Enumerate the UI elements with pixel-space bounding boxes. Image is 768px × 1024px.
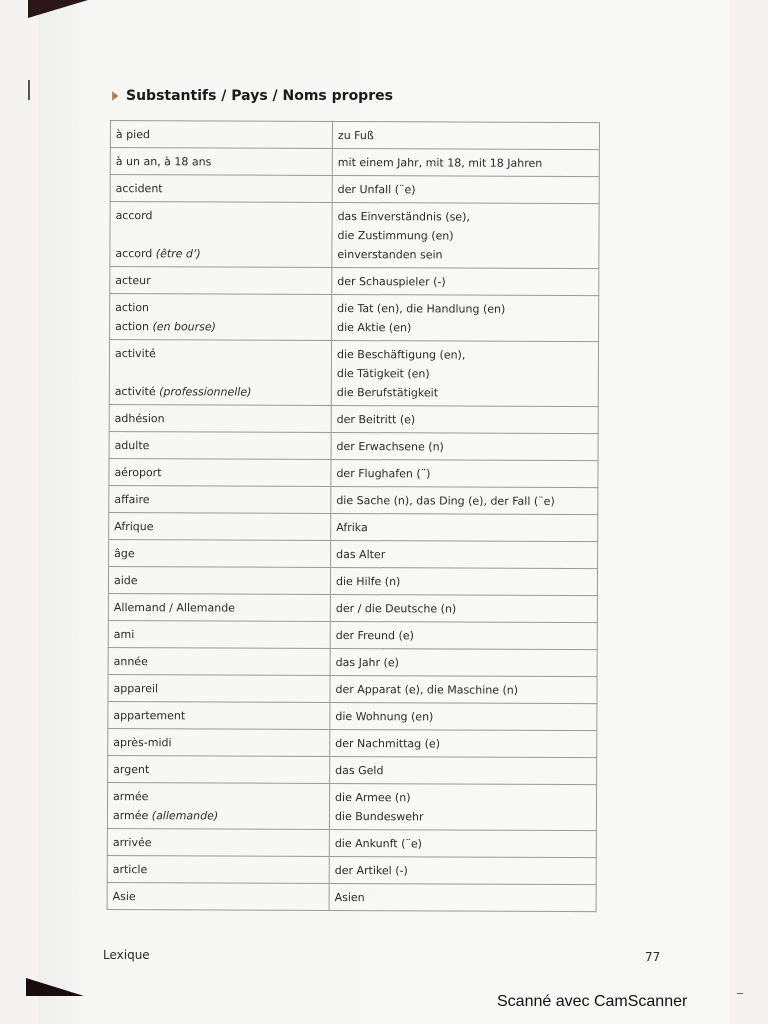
french-term: à un an, à 18 ans xyxy=(115,155,212,169)
french-cell xyxy=(108,728,330,756)
french-term: armée xyxy=(113,790,149,804)
french-term: article xyxy=(112,863,148,877)
section-title: Substantifs / Pays / Noms propres xyxy=(126,88,393,104)
german-term: der Beitritt (e) xyxy=(336,412,416,427)
german-cell xyxy=(332,202,599,268)
table-row xyxy=(107,855,596,884)
table-row xyxy=(108,647,597,676)
german-cell xyxy=(331,340,598,406)
german-term: Asien xyxy=(334,890,365,905)
german-term: der Artikel (-) xyxy=(334,863,408,878)
french-term: accident xyxy=(115,182,163,196)
french-cell xyxy=(107,855,329,883)
french-cell xyxy=(109,539,331,567)
french-term: Afrique xyxy=(114,520,154,534)
french-cell xyxy=(109,404,331,432)
french-cell xyxy=(110,121,332,149)
table-row xyxy=(107,828,596,857)
german-cell xyxy=(332,294,599,341)
french-cell xyxy=(108,566,330,594)
german-term: die Aktie (en) xyxy=(337,320,412,335)
table-row xyxy=(109,340,598,407)
french-cell xyxy=(109,512,331,540)
french-term: Asie xyxy=(112,890,136,904)
german-term: die Hilfe (n) xyxy=(335,574,401,589)
table-row xyxy=(108,674,597,703)
german-cell xyxy=(332,267,599,295)
german-term: die Tat (en), die Handlung (en) xyxy=(337,301,506,316)
german-term: die Sache (n), das Ding (e), der Fall (¨e) xyxy=(336,493,555,508)
german-term: einverstanden sein xyxy=(337,247,443,262)
table-row xyxy=(109,458,598,487)
german-term: die Wohnung (en) xyxy=(335,709,434,724)
french-term: à pied xyxy=(115,128,150,142)
german-cell xyxy=(330,648,597,676)
german-cell xyxy=(329,783,596,830)
table-row xyxy=(110,267,599,296)
german-term: das Geld xyxy=(335,763,384,778)
table-row xyxy=(108,593,597,622)
german-term: das Einverständnis (se), xyxy=(337,209,470,224)
french-cell xyxy=(110,267,332,295)
french-cell xyxy=(107,828,329,856)
german-cell xyxy=(331,513,598,541)
table-row xyxy=(110,175,599,204)
german-term: der Nachmittag (e) xyxy=(335,736,441,751)
german-cell xyxy=(331,486,598,514)
table-row xyxy=(110,202,599,269)
table-row xyxy=(108,620,597,649)
german-cell xyxy=(329,883,596,911)
page-number: 77 xyxy=(645,950,661,964)
french-term: action xyxy=(115,301,150,315)
german-term: die Ankunft (¨e) xyxy=(334,836,422,851)
german-term: der Freund (e) xyxy=(335,628,414,643)
french-term: ami xyxy=(113,628,135,642)
french-term: adhésion xyxy=(114,412,165,426)
german-term: das Jahr (e) xyxy=(335,655,399,670)
table-row xyxy=(110,121,599,150)
table-row xyxy=(107,882,596,911)
german-cell xyxy=(329,829,596,857)
german-cell xyxy=(330,729,597,757)
french-term: âge xyxy=(114,547,135,561)
french-cell xyxy=(108,620,330,648)
french-term: appartement xyxy=(113,709,186,723)
german-cell xyxy=(330,702,597,730)
table-row xyxy=(108,566,597,595)
french-cell xyxy=(109,340,331,406)
german-cell xyxy=(330,567,597,595)
german-cell xyxy=(331,432,598,460)
german-cell xyxy=(330,756,597,784)
french-cell xyxy=(108,593,330,621)
french-term: aéroport xyxy=(114,466,162,480)
french-cell xyxy=(109,458,331,486)
line-spacer xyxy=(115,363,326,383)
table-row xyxy=(107,782,596,830)
vocabulary-table xyxy=(107,120,600,912)
german-term: die Berufstätigkeit xyxy=(336,385,439,400)
german-term: die Tätigkeit (en) xyxy=(336,366,430,381)
french-cell xyxy=(109,431,331,459)
german-cell xyxy=(330,621,597,649)
german-term: zu Fuß xyxy=(337,128,374,143)
german-term: der Erwachsene (n) xyxy=(336,439,444,454)
french-cell xyxy=(110,175,332,203)
table-row xyxy=(110,294,599,342)
french-cell xyxy=(110,148,332,176)
scan-tick-mark xyxy=(737,993,743,994)
german-term: die Bundeswehr xyxy=(334,809,424,824)
german-cell xyxy=(331,405,598,433)
french-term: activité xyxy=(114,347,156,361)
german-cell xyxy=(329,856,596,884)
french-term: aide xyxy=(113,574,138,588)
german-term: der Apparat (e), die Maschine (n) xyxy=(335,682,519,697)
french-term: activité (professionnelle) xyxy=(114,385,252,399)
french-term: après-midi xyxy=(113,736,172,750)
page-edge-mark xyxy=(28,80,30,100)
french-cell xyxy=(108,647,330,675)
german-cell xyxy=(332,121,599,149)
german-cell xyxy=(332,175,599,203)
bullet-icon xyxy=(112,91,118,101)
footer-section-label: Lexique xyxy=(103,948,150,962)
scanner-watermark: Scanné avec CamScanner xyxy=(497,993,688,1010)
french-cell xyxy=(108,755,330,783)
french-term: accord (être d’) xyxy=(115,247,201,261)
german-term: der / die Deutsche (n) xyxy=(335,601,457,616)
german-term: das Alter xyxy=(336,547,386,562)
table-row xyxy=(109,404,598,433)
french-term: année xyxy=(113,655,148,669)
line-spacer xyxy=(115,225,326,245)
german-term: die Zustimmung (en) xyxy=(337,228,454,243)
french-term: action (en bourse) xyxy=(115,320,217,334)
french-term: arrivée xyxy=(112,836,152,850)
french-term: argent xyxy=(113,763,150,777)
french-cell xyxy=(108,674,330,702)
french-cell xyxy=(109,485,331,513)
german-term: Afrika xyxy=(336,520,368,535)
german-term: der Unfall (¨e) xyxy=(337,182,416,197)
german-cell xyxy=(330,594,597,622)
german-cell xyxy=(331,459,598,487)
french-term: affaire xyxy=(114,493,150,507)
german-term: mit einem Jahr, mit 18, mit 18 Jahren xyxy=(337,155,543,170)
table-row xyxy=(109,431,598,460)
german-cell xyxy=(332,148,599,176)
french-term: adulte xyxy=(114,439,150,453)
french-cell xyxy=(107,882,329,910)
table-row xyxy=(108,728,597,757)
french-cell xyxy=(108,701,330,729)
german-cell xyxy=(331,540,598,568)
table-row xyxy=(110,148,599,177)
german-term: die Armee (n) xyxy=(335,790,411,805)
german-term: die Beschäftigung (en), xyxy=(336,347,466,362)
french-term: Allemand / Allemande xyxy=(113,601,236,615)
german-term: der Schauspieler (-) xyxy=(337,274,446,289)
german-term: der Flughafen (¨) xyxy=(336,466,431,481)
french-cell xyxy=(110,202,332,268)
french-cell xyxy=(107,782,329,829)
french-term: appareil xyxy=(113,682,159,696)
table-row xyxy=(109,512,598,541)
german-cell xyxy=(330,675,597,703)
table-row xyxy=(109,485,598,514)
french-term: armée (allemande) xyxy=(112,809,219,823)
table-row xyxy=(108,755,597,784)
table-row xyxy=(108,701,597,730)
french-term: accord xyxy=(115,209,153,223)
section-heading xyxy=(112,88,393,104)
french-cell xyxy=(110,294,332,341)
table-row xyxy=(109,539,598,568)
french-term: acteur xyxy=(115,274,151,288)
